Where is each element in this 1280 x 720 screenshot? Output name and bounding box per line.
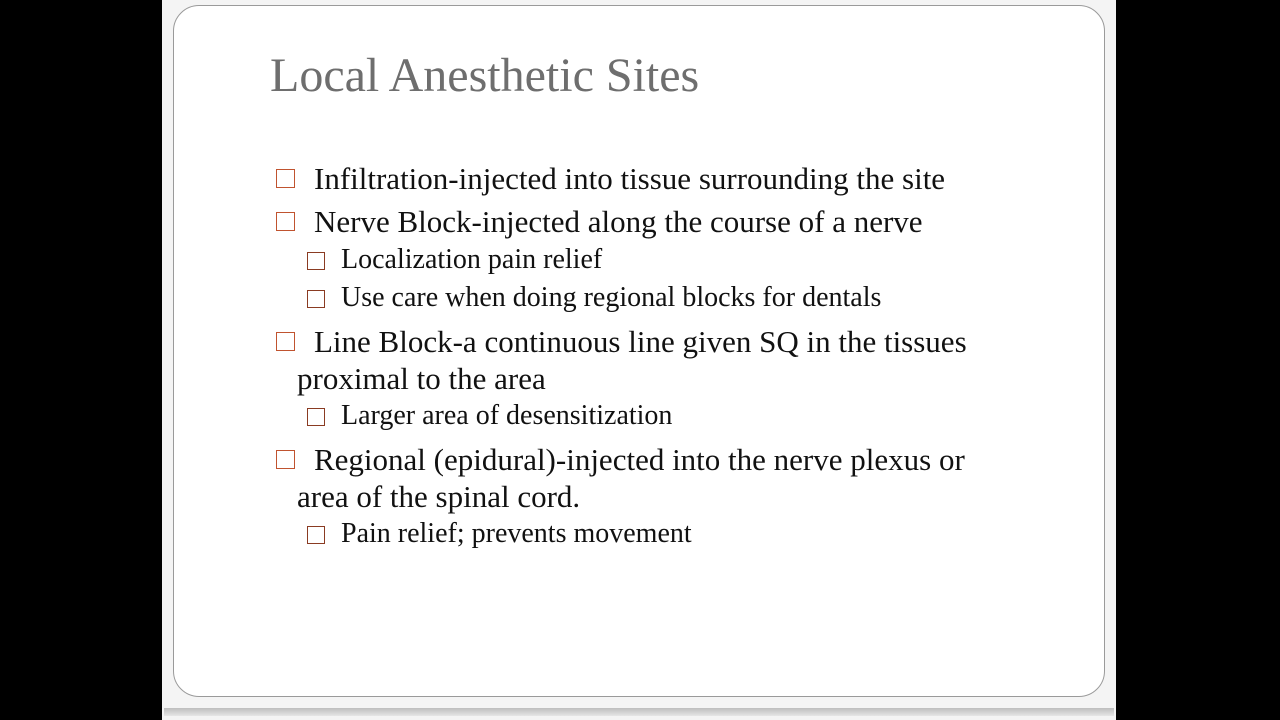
sub-bullet-text: Pain relief; prevents movement bbox=[341, 518, 692, 549]
bullet-text: Nerve Block-injected along the course of a nerve bbox=[314, 204, 923, 239]
bullet-square-icon bbox=[276, 212, 295, 231]
bullet-text: Regional (epidural)-injected into the nerve plexus or bbox=[314, 442, 965, 477]
sub-bullet-square-icon bbox=[307, 526, 325, 544]
bullet-square-icon bbox=[276, 332, 295, 351]
bullet-text: Infiltration-injected into tissue surrounding the site bbox=[314, 161, 946, 196]
slide-title: Local Anesthetic Sites bbox=[270, 49, 700, 102]
sub-bullet-text: Larger area of desensitization bbox=[341, 400, 673, 431]
sub-bullet-text: Use care when doing regional blocks for dentals bbox=[341, 282, 882, 313]
bullet-text-continued: area of the spinal cord. bbox=[297, 479, 581, 514]
bullet-text: Line Block-a continuous line given SQ in the tissues bbox=[314, 324, 967, 359]
bullet-square-icon bbox=[276, 169, 295, 188]
bullet-text-continued: proximal to the area bbox=[297, 361, 546, 396]
bullet-square-icon bbox=[276, 450, 295, 469]
sub-bullet-square-icon bbox=[307, 290, 325, 308]
sub-bullet-square-icon bbox=[307, 252, 325, 270]
sub-bullet-text: Localization pain relief bbox=[341, 244, 603, 275]
sub-bullet-square-icon bbox=[307, 408, 325, 426]
